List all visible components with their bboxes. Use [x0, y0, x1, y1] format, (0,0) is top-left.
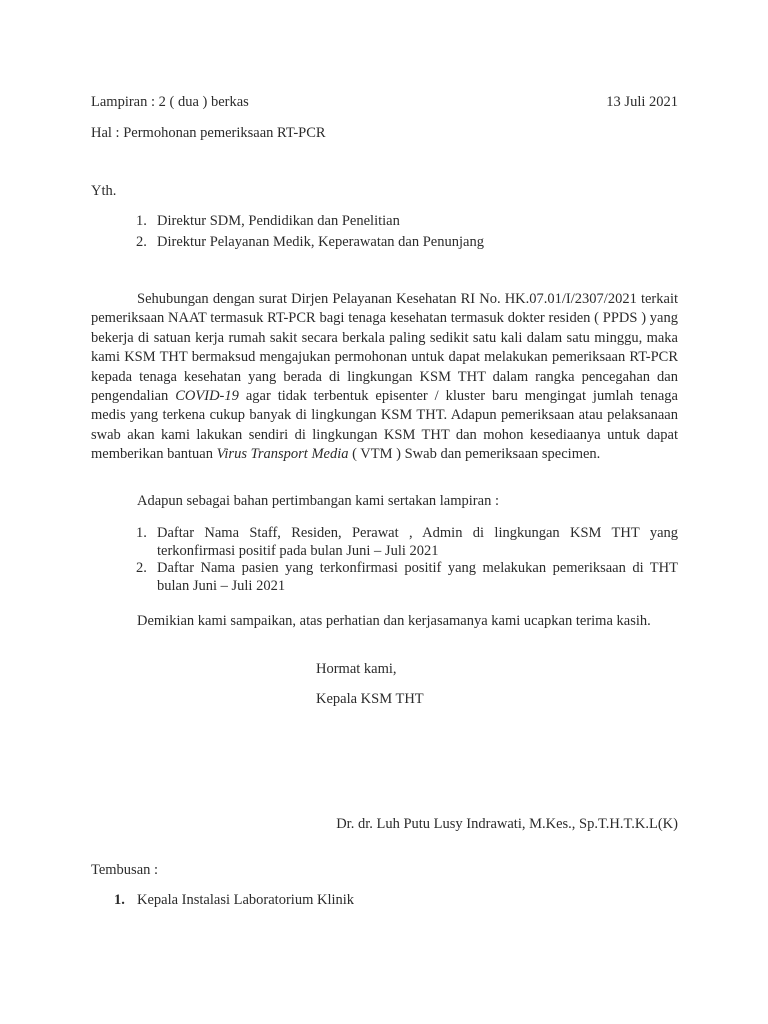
- paragraph-text: Sehubungan dengan surat Dirjen Pelayanan Kesehatan RI No. HK.07.01/I/2307/2021 terkait pemeriksaan NAAT termasuk RT-PCR bagi tenaga kesehatan termasuk dokter residen ( PPDS ) yang bekerja di satuan kerja rumah sakit secara berkala paling sedikit satu kali dalam satu minggu, maka kami KSM THT bermaksud mengajukan permohonan untuk dapat melakukan pemeriksaan RT-PCR kepada tenaga kesehatan yang berada di lingkungan KSM THT dalam rangka pencegahan dan pengendalian: [91, 291, 678, 405]
- letter-date: 13 Juli 2021: [606, 94, 678, 110]
- recipient-text: Direktur SDM, Pendidikan dan Penelitian: [157, 213, 400, 229]
- covid-term: COVID-19: [175, 388, 239, 405]
- body-paragraph: [91, 290, 678, 465]
- list-number: 2.: [136, 560, 147, 576]
- list-number: 1.: [136, 213, 147, 229]
- attachment-line: Lampiran : 2 ( dua ) berkas: [91, 94, 249, 110]
- list-number: 1.: [136, 525, 147, 541]
- list-number: 2.: [136, 234, 147, 250]
- signatory-name: Dr. dr. Luh Putu Lusy Indrawati, M.Kes., Sp.T.H.T.K.L(K): [336, 816, 678, 832]
- regards: Hormat kami,: [316, 661, 397, 677]
- vtm-term: Virus Transport Media: [216, 446, 349, 463]
- paragraph-text: ( VTM ) Swab dan pemeriksaan specimen.: [348, 446, 601, 463]
- attachment-item-text: Daftar Nama pasien yang terkonfirmasi positif yang melakukan pemeriksaan di THT bulan Juni – Juli 2021: [157, 560, 678, 594]
- signatory-position: Kepala KSM THT: [316, 691, 424, 707]
- paragraph-text: agar tidak terbentuk episenter / kluster baru mengingat jumlah tenaga medis yang terkena cukup banyak di lingkungan KSM THT. Adapun pemeriksaan atau pelaksanaan swab akan kami lakukan sendiri di lingkungan KSM THT dan mohon kesediaanya untuk dapat memberikan bantuan: [91, 388, 678, 463]
- attachment-item-text: Daftar Nama Staff, Residen, Perawat , Admin di lingkungan KSM THT yang terkonfirmasi positif pada bulan Juni – Juli 2021: [157, 525, 678, 559]
- cc-item-text: Kepala Instalasi Laboratorium Klinik: [137, 892, 355, 908]
- cc-label: Tembusan :: [91, 862, 159, 878]
- list-number: 1.: [114, 892, 125, 908]
- recipient-text: Direktur Pelayanan Medik, Keperawatan dan Penunjang: [157, 234, 484, 250]
- attachment-intro: Adapun sebagai bahan pertimbangan kami sertakan lampiran :: [137, 493, 499, 509]
- closing-sentence: Demikian kami sampaikan, atas perhatian dan kerjasamanya kami ucapkan terima kasih.: [137, 613, 651, 629]
- subject-line: Hal : Permohonan pemeriksaan RT-PCR: [91, 125, 326, 141]
- salutation: Yth.: [91, 183, 117, 199]
